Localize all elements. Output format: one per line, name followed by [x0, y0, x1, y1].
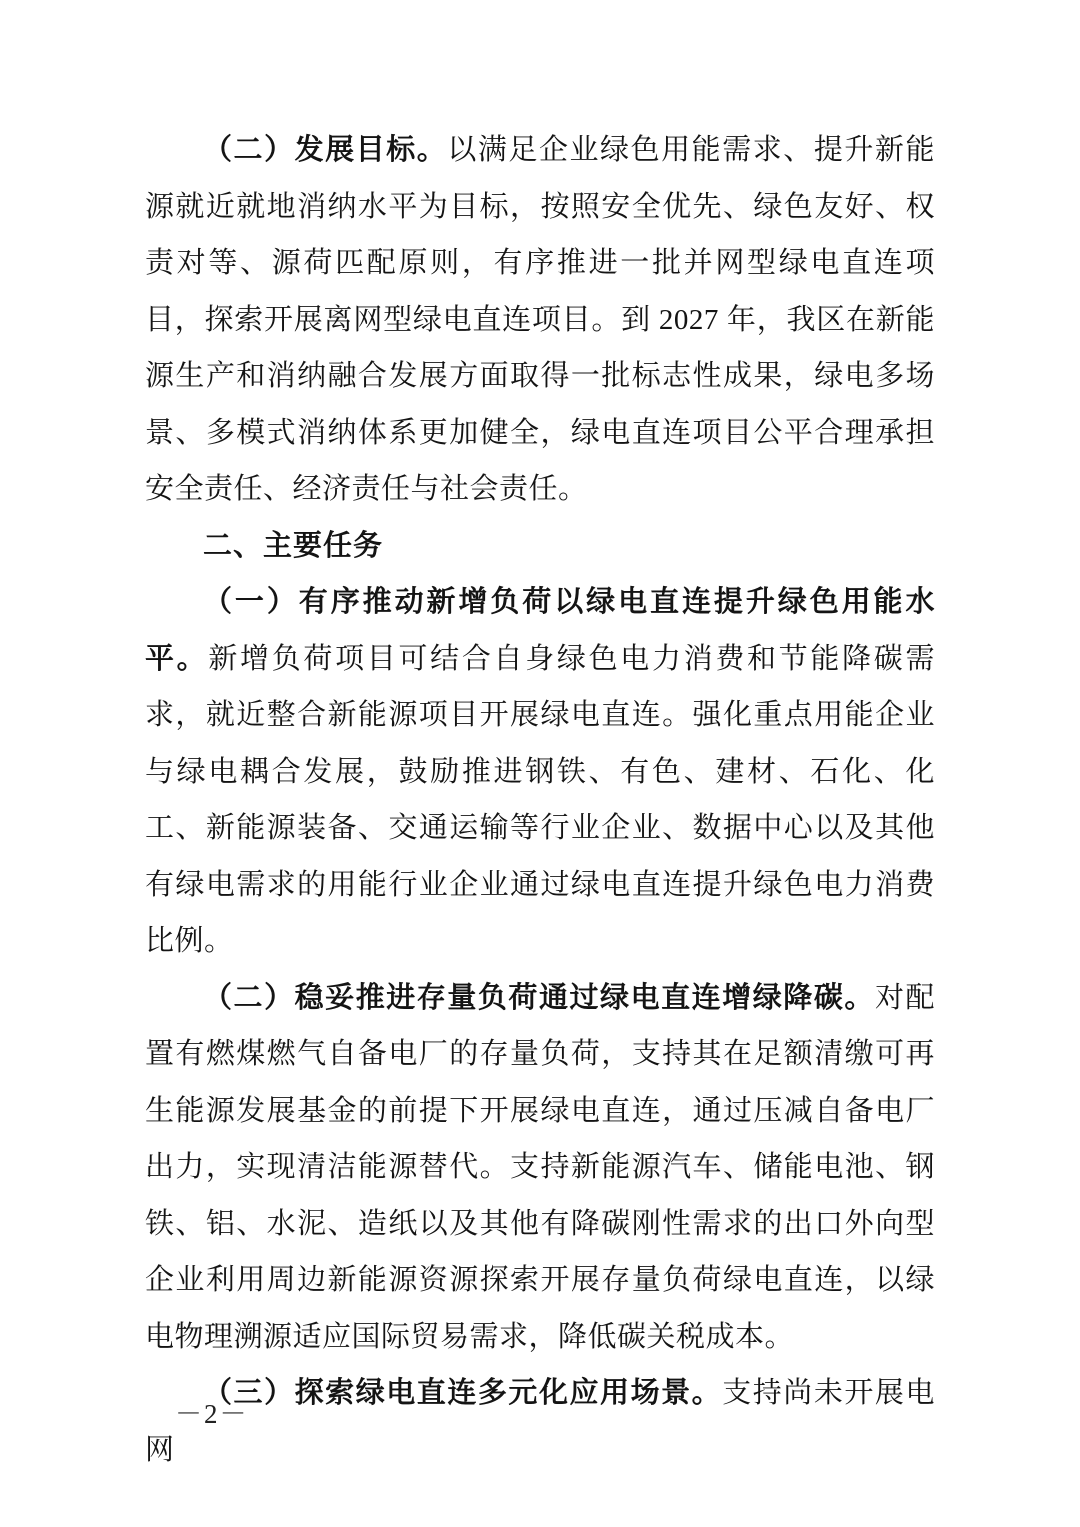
paragraph-text-task-1: 新增负荷项目可结合自身绿色电力消费和节能降碳需求，就近整合新能源项目开展绿电直连。强化重点用能企业与绿电耦合发展，鼓励推进钢铁、有色、建材、石化、化工、新能源装备、交通运输等行业企业、数据中心以及其他有绿电需求的用能行业企业通过绿电直连提升绿色电力消费比例。 [145, 642, 935, 957]
paragraph-lead-task-3: （三）探索绿电直连多元化应用场景。 [203, 1377, 723, 1409]
paragraph-task-1 [145, 574, 935, 970]
paragraph-text-task-2: 对配置有燃煤燃气自备电厂的存量负荷，支持其在足额清缴可再生能源发展基金的前提下开展绿电直连，通过压减自备电厂出力，实现清洁能源替代。支持新能源汽车、储能电池、钢铁、铝、水泥、造纸以及其他有降碳刚性需求的出口外向型企业利用周边新能源资源探索开展存量负荷绿电直连，以绿电物理溯源适应国际贸易需求，降低碳关税成本。 [145, 981, 935, 1353]
page-number: －2－ [175, 1399, 249, 1429]
paragraph-lead-task-2: （二）稳妥推进存量负荷通过绿电直连增绿降碳。 [203, 981, 875, 1014]
paragraph-text-development-goals: 以满足企业绿色用能需求、提升新能源就近就地消纳水平为目标，按照安全优先、绿色友好、权责对等、源荷匹配原则，有序推进一批并网型绿电直连项目，探索开展离网型绿电直连项目。到 2027 年，我区在新能源生产和消纳融合发展方面取得一批标志性成果，绿电多场景、多模式消纳体系更加健全，绿电直连项目公平合理承担安全责任、经济责任与社会责任。 [145, 134, 935, 505]
paragraph-lead-development-goals: （二）发展目标。 [203, 134, 448, 166]
paragraph-task-3 [145, 1365, 935, 1478]
paragraph-development-goals [145, 122, 935, 518]
paragraph-task-2 [145, 970, 935, 1366]
section-heading-main-tasks: 二、主要任务 [203, 529, 384, 562]
paragraph-text-task-3: 支持尚未开展电网 [145, 1377, 935, 1466]
document-body [145, 122, 935, 1478]
paragraph-lead-task-1: （一）有序推动新增负荷以绿电直连提升绿色用能水平。 [145, 586, 935, 675]
